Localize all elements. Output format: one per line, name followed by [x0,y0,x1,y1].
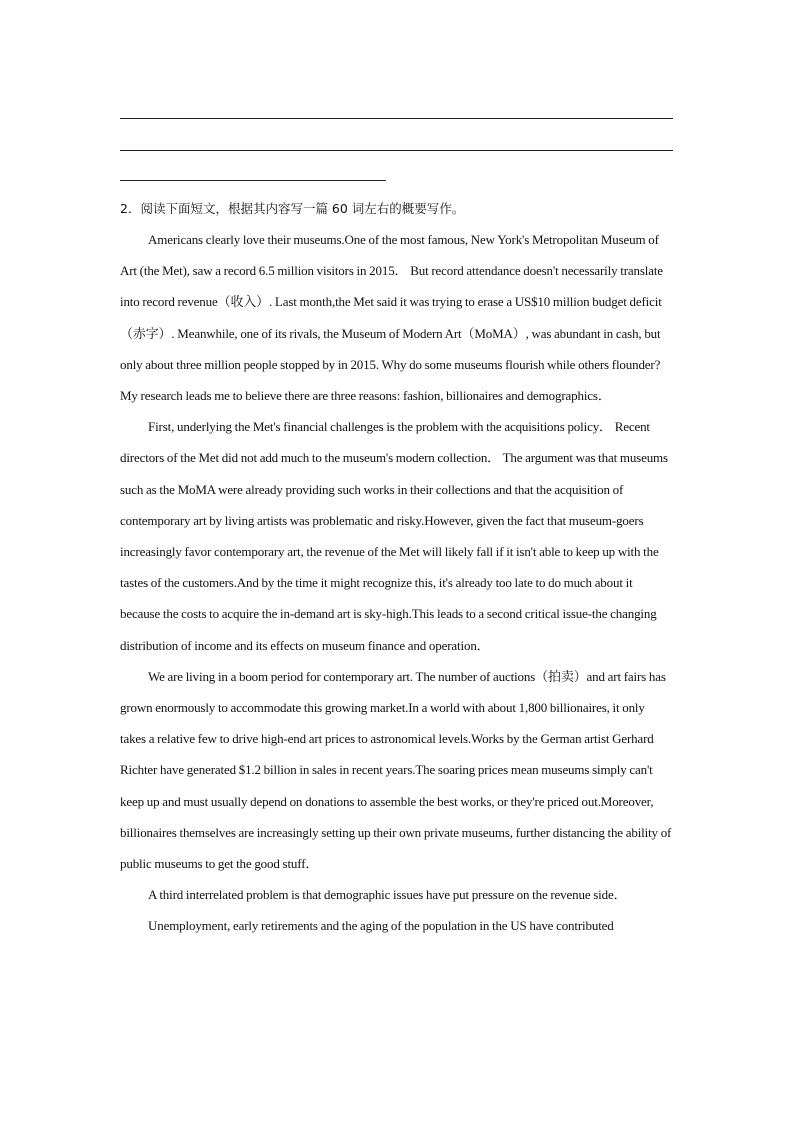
answer-line-1 [120,118,673,119]
task-heading: 2．阅读下面短文，根据其内容写一篇 60 词左右的概要写作。 [120,201,465,216]
paragraph-2: First, underlying the Met's financial challenges is the problem with the acquisitions policy． Recent directors of the Met did not add much to the museum's modern collection． The argument was that museums such as the MoMA were already providing such works in their collections and that the acquisition of contemporary art by living artists was problematic and risky.However, given the fact that museum-goers increasingly favor contemporary art, the revenue of the Met will likely fall if it isn't able to keep up with the tastes of the customers.And by the time it might recognize this, it's already too late to do much about it because the costs to acquire the in-demand art is sky-high.This leads to a second critical issue-the changing distribution of income and its effects on museum finance and operation． [120,419,668,653]
document-body [120,193,673,942]
paragraph-5: Unemployment, early retirements and the aging of the population in the US have contributed [148,918,614,934]
answer-line-2 [120,150,673,151]
paragraph-3: We are living in a boom period for contemporary art. The number of auctions（拍卖）and art fairs has grown enormously to accommodate this growing market.In a world with about 1,800 billionaires, it only takes a relative few to drive high-end art prices to astronomical levels.Works by the German artist Gerhard Richter have generated $1.2 billion in sales in recent years.The soaring prices mean museums simply can't keep up and must usually depend on donations to assemble the best works, or they're priced out.Moreover, billionaires themselves are increasingly setting up their own private museums, further distancing the ability of public museums to get the good stuff． [120,668,672,872]
answer-line-3 [120,180,386,181]
paragraph-1: Americans clearly love their museums.One of the most famous, New York's Metropolitan Museum of Art (the Met), saw a record 6.5 million visitors in 2015． But record attendance doesn't necessarily translate into record revenue（收入）. Last month,the Met said it was trying to erase a US$10 million budget deficit（赤字）. Meanwhile, one of its rivals, the Museum of Modern Art（MoMA）, was abundant in cash, but only about three million people stopped by in 2015. Why do some museums flourish while others flounder? My research leads me to believe there are three reasons: fashion, billionaires and demographics． [120,232,663,404]
paragraph-4: A third interrelated problem is that demographic issues have put pressure on the revenue side． [148,887,627,903]
